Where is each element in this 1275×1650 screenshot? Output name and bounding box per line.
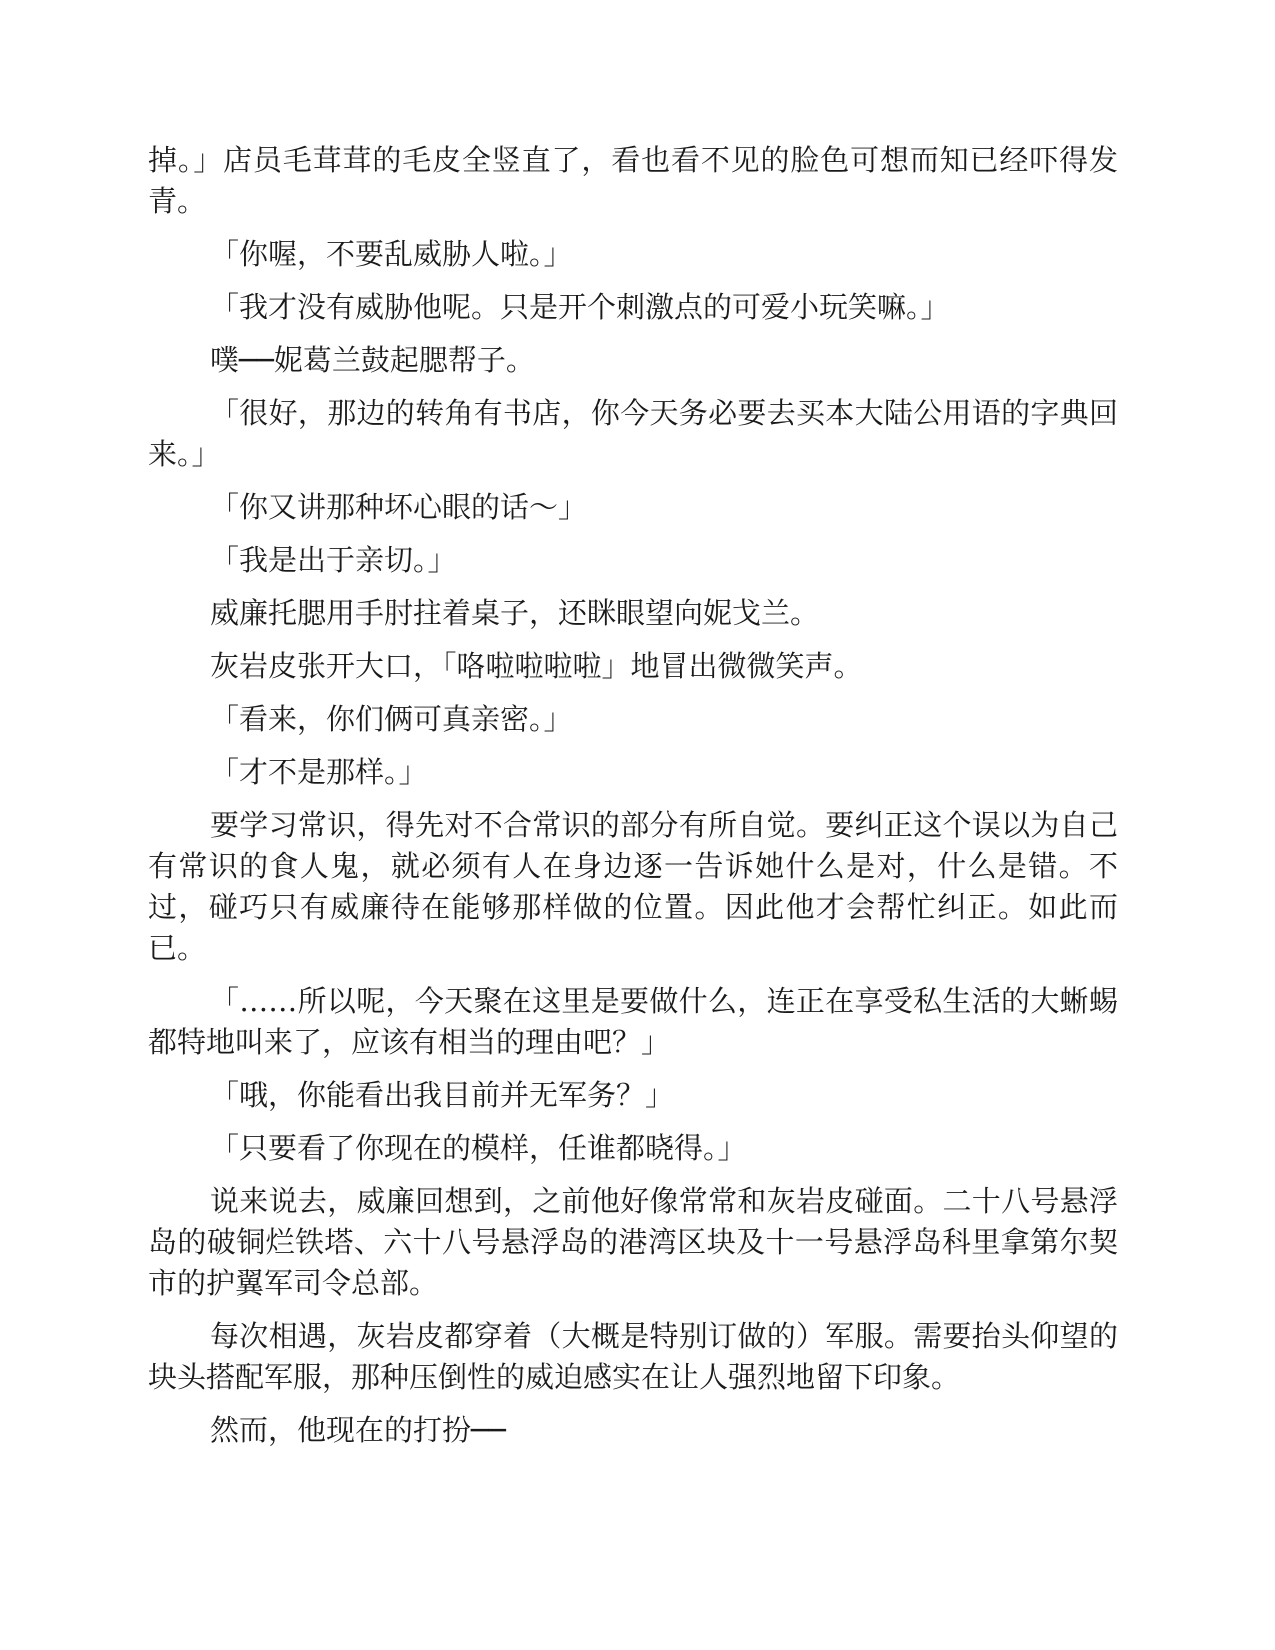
page-body [148, 140, 1118, 1463]
paragraph: 掉。」店员毛茸茸的毛皮全竖直了，看也看不见的脸色可想而知已经吓得发青。 [148, 143, 1118, 218]
paragraph: 每次相遇，灰岩皮都穿着（大概是特别订做的）军服。需要抬头仰望的块头搭配军服，那种压倒性的威迫感实在让人强烈地留下印象。 [148, 1319, 1118, 1394]
paragraph: 「才不是那样。」 [210, 755, 428, 789]
paragraph: 「只要看了你现在的模样，任谁都晓得。」 [210, 1131, 747, 1165]
paragraph: 说来说去，威廉回想到，之前他好像常常和灰岩皮碰面。二十八号悬浮岛的破铜烂铁塔、六十八号悬浮岛的港湾区块及十一号悬浮岛科里拿第尔契市的护翼军司令总部。 [148, 1184, 1118, 1300]
paragraph: 灰岩皮张开大口，「咯啦啦啦啦」地冒出微微笑声。 [210, 649, 863, 683]
paragraph: 噗──妮葛兰鼓起腮帮子。 [210, 343, 535, 377]
paragraph: 「我是出于亲切。」 [210, 543, 457, 577]
paragraph: 「……所以呢，今天聚在这里是要做什么，连正在享受私生活的大蜥蜴都特地叫来了，应该有相当的理由吧？」 [148, 984, 1118, 1059]
paragraph: 威廉托腮用手肘拄着桌子，还眯眼望向妮戈兰。 [210, 596, 820, 630]
paragraph: 「很好，那边的转角有书店，你今天务必要去买本大陆公用语的字典回来。」 [148, 396, 1118, 471]
paragraph: 「你喔，不要乱威胁人啦。」 [210, 237, 573, 271]
paragraph: 「哦，你能看出我目前并无军务？」 [210, 1078, 675, 1112]
paragraph: 「看来，你们俩可真亲密。」 [210, 702, 573, 736]
paragraph: 「你又讲那种坏心眼的话～」 [210, 490, 588, 524]
paragraph: 要学习常识，得先对不合常识的部分有所自觉。要纠正这个误以为自己有常识的食人鬼，就必须有人在身边逐一告诉她什么是对，什么是错。不过，碰巧只有威廉待在能够那样做的位置。因此他才会帮忙纠正。如此而已。 [148, 808, 1118, 965]
paragraph: 然而，他现在的打扮── [210, 1413, 506, 1447]
paragraph: 「我才没有威胁他呢。只是开个刺激点的可爱小玩笑嘛。」 [210, 290, 950, 324]
